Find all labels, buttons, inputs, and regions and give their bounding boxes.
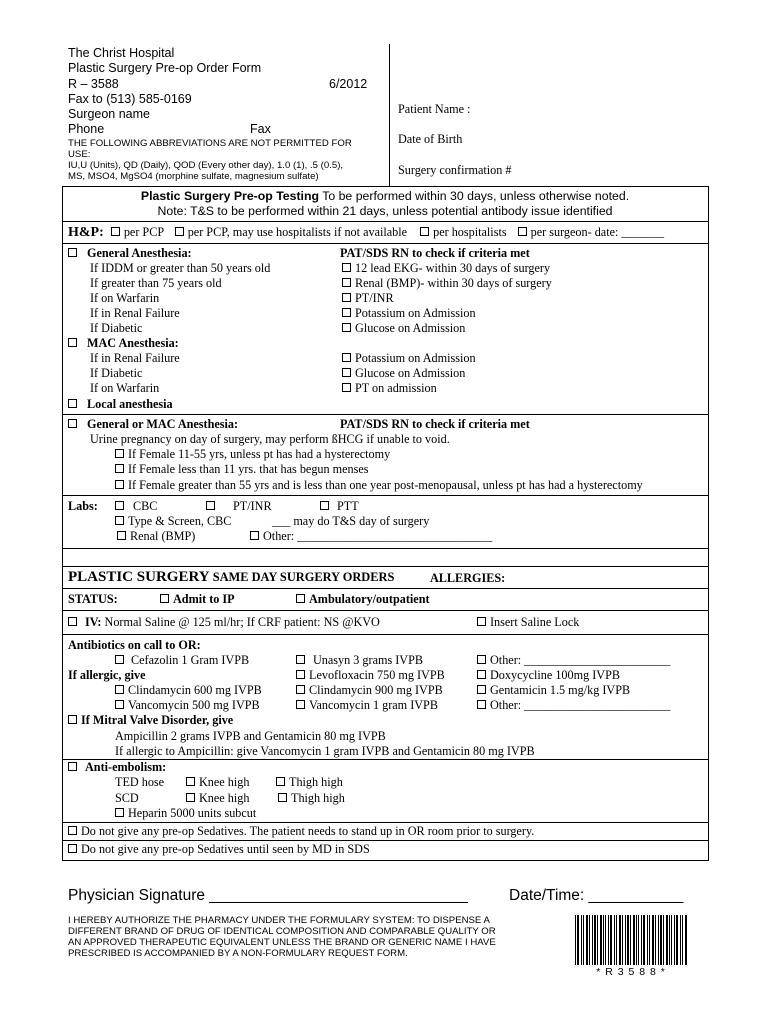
mac-pt-checkbox[interactable] [342, 383, 351, 392]
rule [62, 414, 709, 415]
glucose-checkbox[interactable] [342, 323, 351, 332]
hp-label: H&P: [68, 225, 104, 240]
ptinr-label: PT/INR [355, 291, 394, 305]
gen-cond-5: If Diabetic [90, 321, 143, 335]
frame-top [62, 186, 709, 187]
abbr-list-2: MS, MSO4, MgSO4 (morphine sulfate, magnesium sulfate) [68, 171, 319, 182]
fax-label: Fax [250, 122, 271, 136]
cefazolin-label: Cefazolin 1 Gram IVPB [131, 653, 250, 667]
hp-hospitalists-checkbox[interactable] [420, 227, 429, 236]
cefazolin-checkbox[interactable] [115, 655, 124, 664]
ambulatory-label: Ambulatory/outpatient [309, 592, 430, 606]
ekg-label: 12 lead EKG- within 30 days of surgery [355, 261, 551, 275]
embolism-label: Anti-embolism: [85, 760, 167, 774]
saline-lock-label: Insert Saline Lock [490, 615, 580, 629]
gen-test-1 [342, 261, 550, 276]
rule [62, 634, 709, 635]
mac-cond-3: If on Warfarin [90, 381, 160, 395]
abx-cefazolin [115, 653, 249, 668]
hp-hospitalists-label: per hospitalists [433, 225, 507, 239]
mac-potassium-checkbox[interactable] [342, 353, 351, 362]
pregnancy-anesthesia [68, 417, 238, 432]
saline-lock [477, 615, 579, 630]
abx-clinda900 [296, 683, 443, 698]
mac-anesthesia-checkbox[interactable] [68, 338, 77, 347]
rule [62, 548, 709, 549]
status-ambulatory [296, 592, 430, 607]
levofloxacin-label: Levofloxacin 750 mg IVPB [309, 668, 445, 682]
rule [62, 566, 709, 567]
testing-note: Note: T&S to be performed within 21 days, unless potential antibody issue identified [157, 204, 613, 218]
embolism-row [68, 760, 166, 775]
lab-renal-label: Renal (BMP) [130, 529, 196, 543]
rule [62, 610, 709, 611]
date-time[interactable]: Date/Time: ___________ [509, 887, 684, 904]
authorization-line-3: AN APPROVED THERAPEUTIC EQUIVALENT UNLESS THE BRAND OR GENERIC NAME I HAVE [68, 937, 496, 948]
rule [62, 840, 709, 841]
mac-potassium-label: Potassium on Admission [355, 351, 476, 365]
lab-other [250, 529, 492, 544]
female-11-55-label: If Female 11-55 yrs, unless pt has had a hysterectomy [128, 447, 391, 461]
glucose-label: Glucose on Admission [355, 321, 466, 335]
lab-type-screen-label: Type & Screen, CBC [128, 514, 232, 528]
authorization-line-2: DIFFERENT BRAND OF DRUG OF IDENTICAL COMPOSITION AND COMPARABLE QUALITY OR [68, 926, 496, 937]
physician-signature[interactable]: Physician Signature ______________________________ [68, 887, 468, 904]
lab-cbc-checkbox[interactable] [115, 501, 124, 510]
pregnancy-opt-2 [115, 462, 369, 477]
allergies-label: ALLERGIES: [430, 571, 506, 585]
labs-label: Labs: [68, 499, 98, 513]
local-anesthesia-label: Local anesthesia [87, 397, 173, 411]
general-anesthesia-checkbox[interactable] [68, 248, 77, 257]
lab-ptinr-label: PT/INR [233, 499, 272, 513]
vanco500-checkbox[interactable] [115, 700, 124, 709]
gen-cond-3: If on Warfarin [90, 291, 160, 305]
renal-bmp-checkbox[interactable] [342, 278, 351, 287]
clinda900-checkbox[interactable] [296, 685, 305, 694]
hospital-name: The Christ Hospital [68, 46, 175, 60]
abx-other-2-label: Other: ________________________ [490, 698, 671, 712]
lab-ptt-checkbox[interactable] [320, 501, 329, 510]
patient-name-label: Patient Name : [398, 102, 471, 116]
saline-lock-checkbox[interactable] [477, 617, 486, 626]
lab-renal-checkbox[interactable] [117, 531, 126, 540]
unasyn-checkbox[interactable] [296, 655, 305, 664]
lab-ptinr [206, 499, 272, 514]
form-code: R – 3588 [68, 77, 119, 91]
orders-title: PLASTIC SURGERY [68, 569, 210, 585]
mac-test-2 [342, 366, 465, 381]
abx-other-1-label: Other: ________________________ [490, 653, 671, 667]
sedatives-2 [68, 842, 370, 857]
hp-pcp-label: per PCP [123, 225, 164, 239]
abbr-warning-2: USE: [68, 149, 91, 160]
abx-vanco1g [296, 698, 438, 713]
rule [62, 495, 709, 496]
status-admit [160, 592, 235, 607]
hp-pcp-hospitalists-label: per PCP, may use hospitalists if not available [187, 225, 408, 239]
pat-header-1: PAT/SDS RN to check if criteria met [340, 246, 530, 260]
lab-ptt [320, 499, 359, 514]
abx-other-1 [477, 653, 670, 668]
pregnancy-opt-3 [115, 478, 643, 493]
lab-renal [115, 529, 195, 544]
lab-ptt-label: PTT [337, 499, 359, 513]
general-anesthesia-label: General Anesthesia: [87, 246, 192, 260]
mac-anesthesia [68, 336, 179, 351]
unasyn-label: Unasyn 3 grams IVPB [313, 653, 424, 667]
ted-knee-label: Knee high [199, 775, 250, 789]
local-anesthesia [68, 397, 173, 412]
scd-thigh [278, 791, 345, 806]
abx-other-2 [477, 698, 670, 713]
gen-test-2 [342, 276, 552, 291]
mac-glucose-label: Glucose on Admission [355, 366, 466, 380]
surgeon-name-label: Surgeon name [68, 107, 151, 121]
barcode [573, 915, 689, 965]
ted-knee-checkbox[interactable] [186, 777, 195, 786]
female-over-55-label: If Female greater than 55 yrs and is less than one year post-menopausal, unless pt has had a hysterectomy [128, 478, 643, 492]
scd-knee [186, 791, 249, 806]
iv-checkbox[interactable] [68, 617, 77, 626]
doxycycline-checkbox[interactable] [477, 670, 486, 679]
orders-title-rest: SAME DAY SURGERY ORDERS [209, 570, 395, 584]
abx-doxycycline [477, 668, 620, 683]
abx-vanco500 [115, 698, 260, 713]
gen-cond-2: If greater than 75 years old [90, 276, 222, 290]
ted-knee [186, 775, 249, 790]
iv-text: Normal Saline @ 125 ml/hr; If CRF patient: NS @KVO [101, 615, 380, 629]
vanco1g-checkbox[interactable] [296, 700, 305, 709]
mitral-label: If Mitral Valve Disorder, give [81, 713, 234, 727]
clinda900-label: Clindamycin 900 mg IVPB [309, 683, 443, 697]
clinda600-label: Clindamycin 600 mg IVPB [128, 683, 262, 697]
doxycycline-label: Doxycycline 100mg IVPB [490, 668, 620, 682]
sedatives-1-label: Do not give any pre-op Sedatives. The patient needs to stand up in OR room prior to surgery. [81, 824, 535, 838]
testing-title: Plastic Surgery Pre-op Testing [140, 189, 319, 203]
form-date: 6/2012 [329, 77, 368, 91]
lab-other-label: Other: ________________________________ [263, 529, 493, 543]
female-over-55-checkbox[interactable] [115, 480, 124, 489]
ted-thigh-checkbox[interactable] [276, 777, 285, 786]
ptinr-checkbox[interactable] [342, 293, 351, 302]
female-under-11-label: If Female less than 11 yrs. that has begun menses [128, 462, 369, 476]
abbr-list-1: IU,U (Units), QD (Daily), QOD (Every other day), 1.0 (1), .5 (0.5), [68, 160, 344, 171]
lab-ptinr-checkbox[interactable] [206, 501, 215, 510]
allergic-label: If allergic, give [68, 668, 146, 682]
fax-number: Fax to (513) 585-0169 [68, 92, 192, 106]
clinda600-checkbox[interactable] [115, 685, 124, 694]
mac-cond-2: If Diabetic [90, 366, 143, 380]
phone-label: Phone [68, 122, 105, 136]
mitral-row [68, 713, 233, 728]
rule [62, 588, 709, 589]
heparin [115, 806, 256, 821]
potassium-label: Potassium on Admission [355, 306, 476, 320]
lab-ts-note: ___ may do T&S day of surgery [272, 514, 430, 528]
abx-clinda600 [115, 683, 262, 698]
sedatives-2-label: Do not give any pre-op Sedatives until seen by MD in SDS [81, 842, 370, 856]
vanco1g-label: Vancomycin 1 gram IVPB [309, 698, 438, 712]
gen-test-5 [342, 321, 465, 336]
hp-row [68, 225, 664, 240]
gen-cond-4: If in Renal Failure [90, 306, 180, 320]
gen-test-4 [342, 306, 476, 321]
embolism-checkbox[interactable] [68, 762, 77, 771]
ted-thigh [276, 775, 343, 790]
sedatives-1 [68, 824, 534, 839]
admit-label: Admit to IP [173, 592, 235, 606]
hp-pcp-hospitalists-checkbox[interactable] [175, 227, 184, 236]
gen-cond-1: If IDDM or greater than 50 years old [90, 261, 271, 275]
mitral-regimen-1: Ampicillin 2 grams IVPB and Gentamicin 80 mg IVPB [115, 729, 386, 743]
abx-other-1-checkbox[interactable] [477, 655, 486, 664]
heparin-label: Heparin 5000 units subcut [128, 806, 257, 820]
vanco500-label: Vancomycin 500 mg IVPB [128, 698, 260, 712]
mac-pt-label: PT on admission [355, 381, 437, 395]
mac-test-3 [342, 381, 437, 396]
scd-thigh-label: Thigh high [291, 791, 345, 805]
pregnancy-anesthesia-label: General or MAC Anesthesia: [87, 417, 239, 431]
rule [62, 243, 709, 244]
scd-knee-checkbox[interactable] [186, 793, 195, 802]
pregnancy-intro: Urine pregnancy on day of surgery, may perform ßHCG if unable to void. [90, 432, 450, 446]
mitral-regimen-2: If allergic to Ampicillin: give Vancomycin 1 gram IVPB and Gentamicin 80 mg IVPB [115, 744, 535, 758]
barcode-text: * R 3 5 8 8 * [596, 966, 666, 978]
gen-test-3 [342, 291, 394, 306]
lab-type-screen-checkbox[interactable] [115, 516, 124, 525]
surgery-confirmation-label: Surgery confirmation # [398, 163, 512, 177]
pregnancy-opt-1 [115, 447, 390, 462]
lab-cbc-label: CBC [133, 499, 158, 513]
ambulatory-checkbox[interactable] [296, 594, 305, 603]
header-divider [389, 44, 390, 186]
ekg-checkbox[interactable] [342, 263, 351, 272]
lab-other-checkbox[interactable] [250, 531, 259, 540]
abbr-warning-1: THE FOLLOWING ABBREVIATIONS ARE NOT PERMITTED FOR [68, 138, 352, 149]
mitral-checkbox[interactable] [68, 715, 77, 724]
form-name: Plastic Surgery Pre-op Order Form [68, 61, 262, 75]
barcode-bars [573, 915, 689, 965]
ted-hose-label: TED hose [115, 775, 165, 789]
antibiotics-label: Antibiotics on call to OR: [68, 638, 201, 652]
scd-label: SCD [115, 791, 139, 805]
local-anesthesia-checkbox[interactable] [68, 399, 77, 408]
mac-test-1 [342, 351, 476, 366]
ted-thigh-label: Thigh high [289, 775, 343, 789]
renal-bmp-label: Renal (BMP)- within 30 days of surgery [355, 276, 552, 290]
frame-bottom [62, 860, 709, 861]
female-11-55-checkbox[interactable] [115, 449, 124, 458]
sedatives-2-checkbox[interactable] [68, 844, 77, 853]
hp-surgeon-checkbox[interactable] [518, 227, 527, 236]
sedatives-1-checkbox[interactable] [68, 826, 77, 835]
dob-label: Date of Birth [398, 132, 463, 146]
mac-anesthesia-label: MAC Anesthesia: [87, 336, 179, 350]
iv-label: IV: [85, 615, 102, 629]
abx-levofloxacin [296, 668, 445, 683]
testing-title-line [0, 189, 770, 204]
abx-other-2-checkbox[interactable] [477, 700, 486, 709]
general-anesthesia [68, 246, 192, 261]
orders-title-line [68, 569, 394, 586]
potassium-checkbox[interactable] [342, 308, 351, 317]
levofloxacin-checkbox[interactable] [296, 670, 305, 679]
pat-header-2: PAT/SDS RN to check if criteria met [340, 417, 530, 431]
heparin-checkbox[interactable] [115, 808, 124, 817]
status-label: STATUS: [68, 592, 118, 606]
scd-knee-label: Knee high [199, 791, 250, 805]
rule [62, 221, 709, 222]
lab-type-screen [115, 514, 231, 529]
pregnancy-anesthesia-checkbox[interactable] [68, 419, 77, 428]
admit-checkbox[interactable] [160, 594, 169, 603]
hp-surgeon-label: per surgeon- date: _______ [530, 225, 665, 239]
mac-cond-1: If in Renal Failure [90, 351, 180, 365]
mac-glucose-checkbox[interactable] [342, 368, 351, 377]
hp-pcp-checkbox[interactable] [111, 227, 120, 236]
lab-cbc [115, 499, 157, 514]
gentamicin-checkbox[interactable] [477, 685, 486, 694]
abx-unasyn [296, 653, 423, 668]
iv-row [68, 615, 380, 630]
authorization-line-1: I HEREBY AUTHORIZE THE PHARMACY UNDER THE FORMULARY SYSTEM: TO DISPENSE A [68, 915, 490, 926]
female-under-11-checkbox[interactable] [115, 464, 124, 473]
testing-title-rest: To be performed within 30 days, unless otherwise noted. [319, 189, 630, 203]
abx-gentamicin [477, 683, 630, 698]
scd-thigh-checkbox[interactable] [278, 793, 287, 802]
gentamicin-label: Gentamicin 1.5 mg/kg IVPB [490, 683, 631, 697]
rule [62, 822, 709, 823]
authorization-line-4: PRESCRIBED IS ACCOMPANIED BY A NON-FORMULARY REQUEST FORM. [68, 948, 408, 959]
